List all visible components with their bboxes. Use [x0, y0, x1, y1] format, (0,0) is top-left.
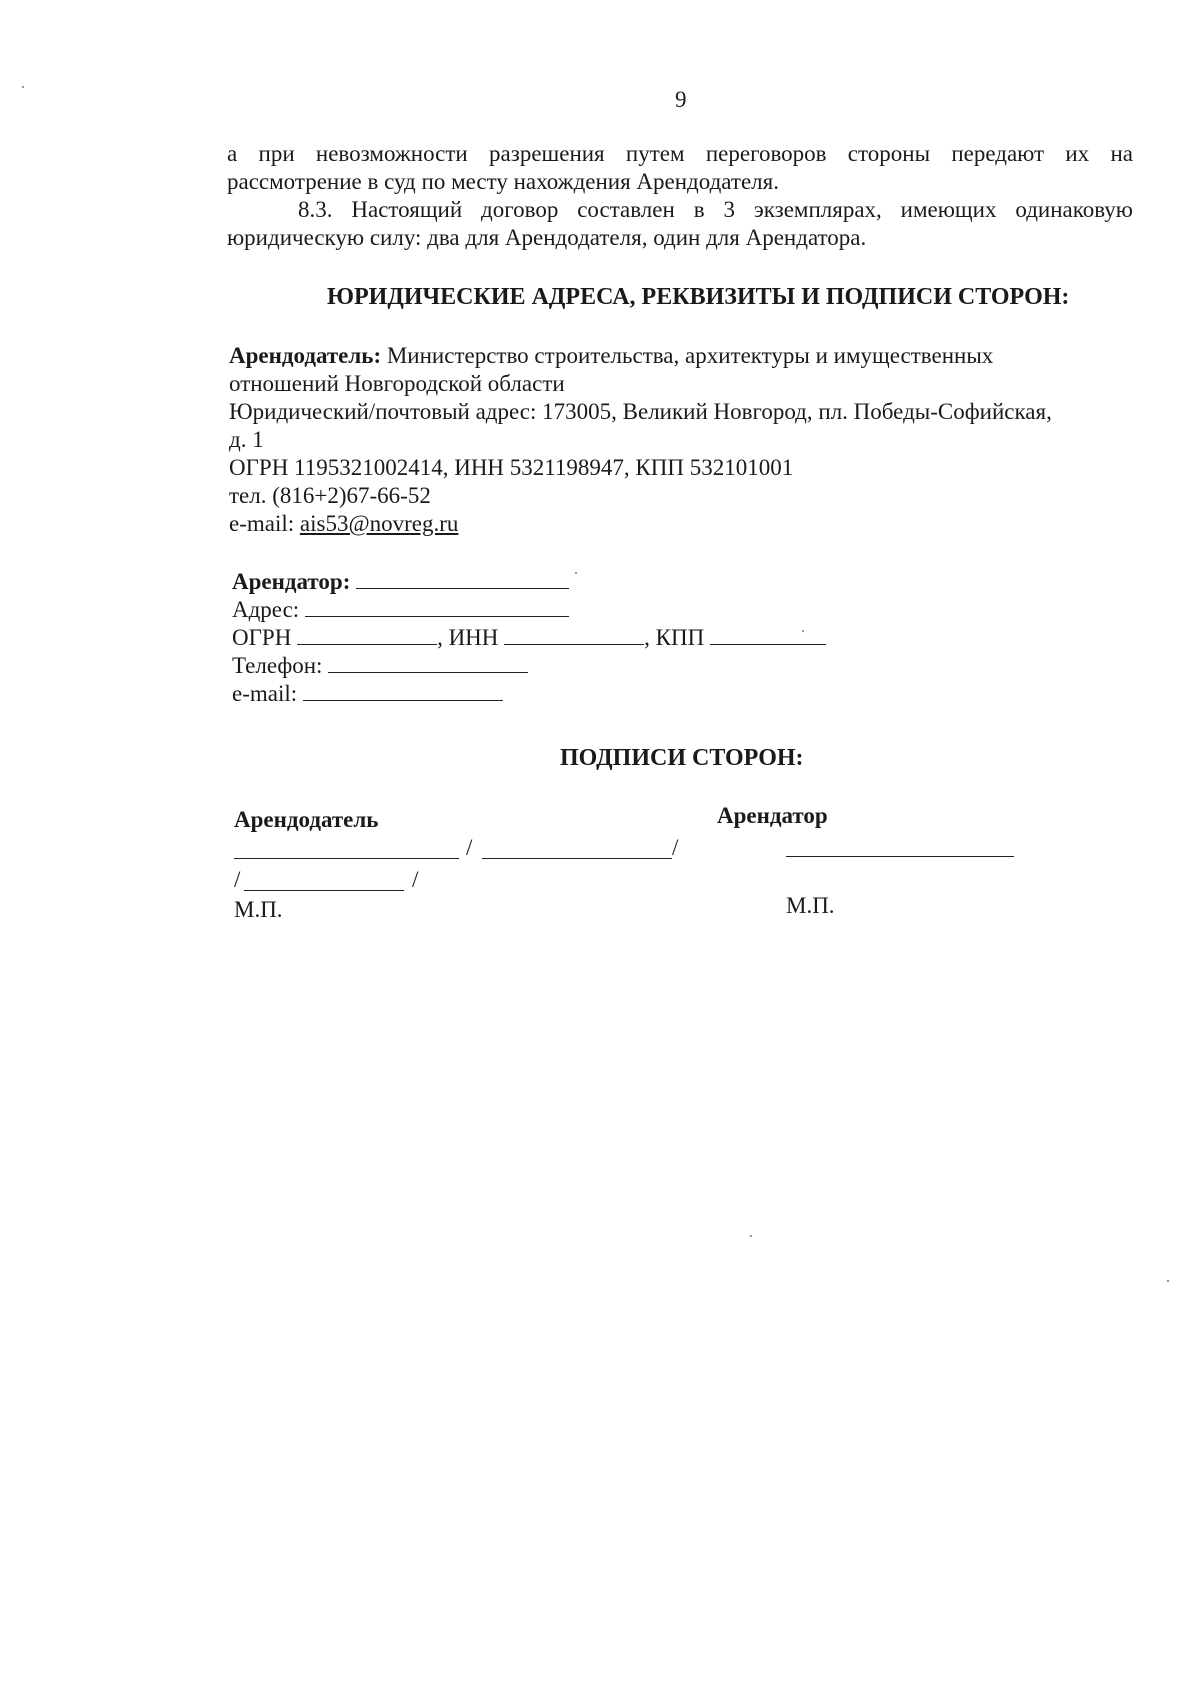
- landlord-registration-ids: ОГРН 1195321002414, ИНН 5321198947, КПП 532101001: [229, 455, 794, 480]
- tenant-address-row: [232, 596, 569, 624]
- scan-speck: [1167, 1280, 1169, 1282]
- details-heading: ЮРИДИЧЕСКИЕ АДРЕСА, РЕКВИЗИТЫ И ПОДПИСИ СТОРОН:: [327, 284, 1070, 310]
- landlord-signature-label: Арендодатель: [234, 807, 379, 832]
- tenant-signature-label: Арендатор: [717, 803, 828, 828]
- landlord-name-line: [482, 858, 672, 859]
- scan-speck: [22, 86, 24, 88]
- signature-slash-4: /: [412, 867, 419, 892]
- signatures-heading: ПОДПИСИ СТОРОН:: [560, 745, 804, 771]
- landlord-name-line-2: отношений Новгородской области: [229, 371, 565, 396]
- tenant-email-row: [232, 680, 503, 708]
- tenant-ids-row: [232, 624, 826, 652]
- landlord-address-line-2: д. 1: [229, 427, 264, 452]
- clause-8-2-line-1: а при невозможности разрешения путем переговоров стороны передают их на: [227, 141, 1133, 166]
- tenant-email-label: e-mail:: [232, 681, 298, 706]
- tenant-label: Арендатор:: [232, 569, 351, 594]
- tenant-ogrn-blank: [297, 624, 437, 645]
- page-number: 9: [675, 87, 687, 112]
- tenant-ogrn-label: ОГРН: [232, 625, 292, 650]
- clause-8-3-line-2: юридическую силу: два для Арендодателя, один для Арендатора.: [227, 225, 867, 250]
- tenant-name-blank: [356, 568, 569, 589]
- signature-slash-1: /: [466, 835, 473, 860]
- scan-speck: [750, 1235, 752, 1237]
- landlord-label: Арендодатель:: [229, 343, 382, 368]
- tenant-address-label: Адрес:: [232, 597, 300, 622]
- landlord-email-link[interactable]: ais53@novreg.ru: [299, 511, 459, 536]
- tenant-inn-label: , ИНН: [437, 625, 499, 650]
- signature-slash-2: /: [672, 835, 679, 860]
- landlord-name: Министерство строительства, архитектуры и имущественных: [386, 343, 994, 368]
- tenant-address-blank: [305, 596, 569, 617]
- tenant-kpp-blank: [710, 624, 826, 645]
- tenant-phone-row: [232, 652, 528, 680]
- landlord-name-line-1: [229, 342, 993, 370]
- tenant-signature-line: [786, 856, 1014, 857]
- landlord-address-line-1: Юридический/почтовый адрес: 173005, Великий Новгород, пл. Победы-Софийская,: [229, 399, 1052, 424]
- tenant-stamp-place: М.П.: [786, 893, 835, 918]
- tenant-inn-blank: [504, 624, 644, 645]
- landlord-phone: тел. (816+2)67-66-52: [229, 483, 431, 508]
- clause-8-3-line-1: 8.3. Настоящий договор составлен в 3 экземплярах, имеющих одинаковую: [298, 197, 1133, 222]
- landlord-signature-line: [234, 858, 459, 859]
- signature-slash-3: /: [234, 867, 241, 892]
- tenant-phone-blank: [328, 652, 528, 673]
- tenant-kpp-label: , КПП: [644, 625, 705, 650]
- landlord-stamp-place: М.П.: [234, 897, 283, 922]
- tenant-name-row: [232, 568, 569, 596]
- scan-speck: [575, 572, 577, 574]
- tenant-name-line: [244, 890, 404, 891]
- landlord-email-row: [229, 510, 458, 538]
- landlord-email-label: e-mail:: [229, 511, 300, 536]
- tenant-email-blank: [303, 680, 503, 701]
- scan-speck: [802, 630, 804, 632]
- tenant-phone-label: Телефон:: [232, 653, 323, 678]
- clause-8-2-line-2: рассмотрение в суд по месту нахождения Арендодателя.: [227, 169, 779, 194]
